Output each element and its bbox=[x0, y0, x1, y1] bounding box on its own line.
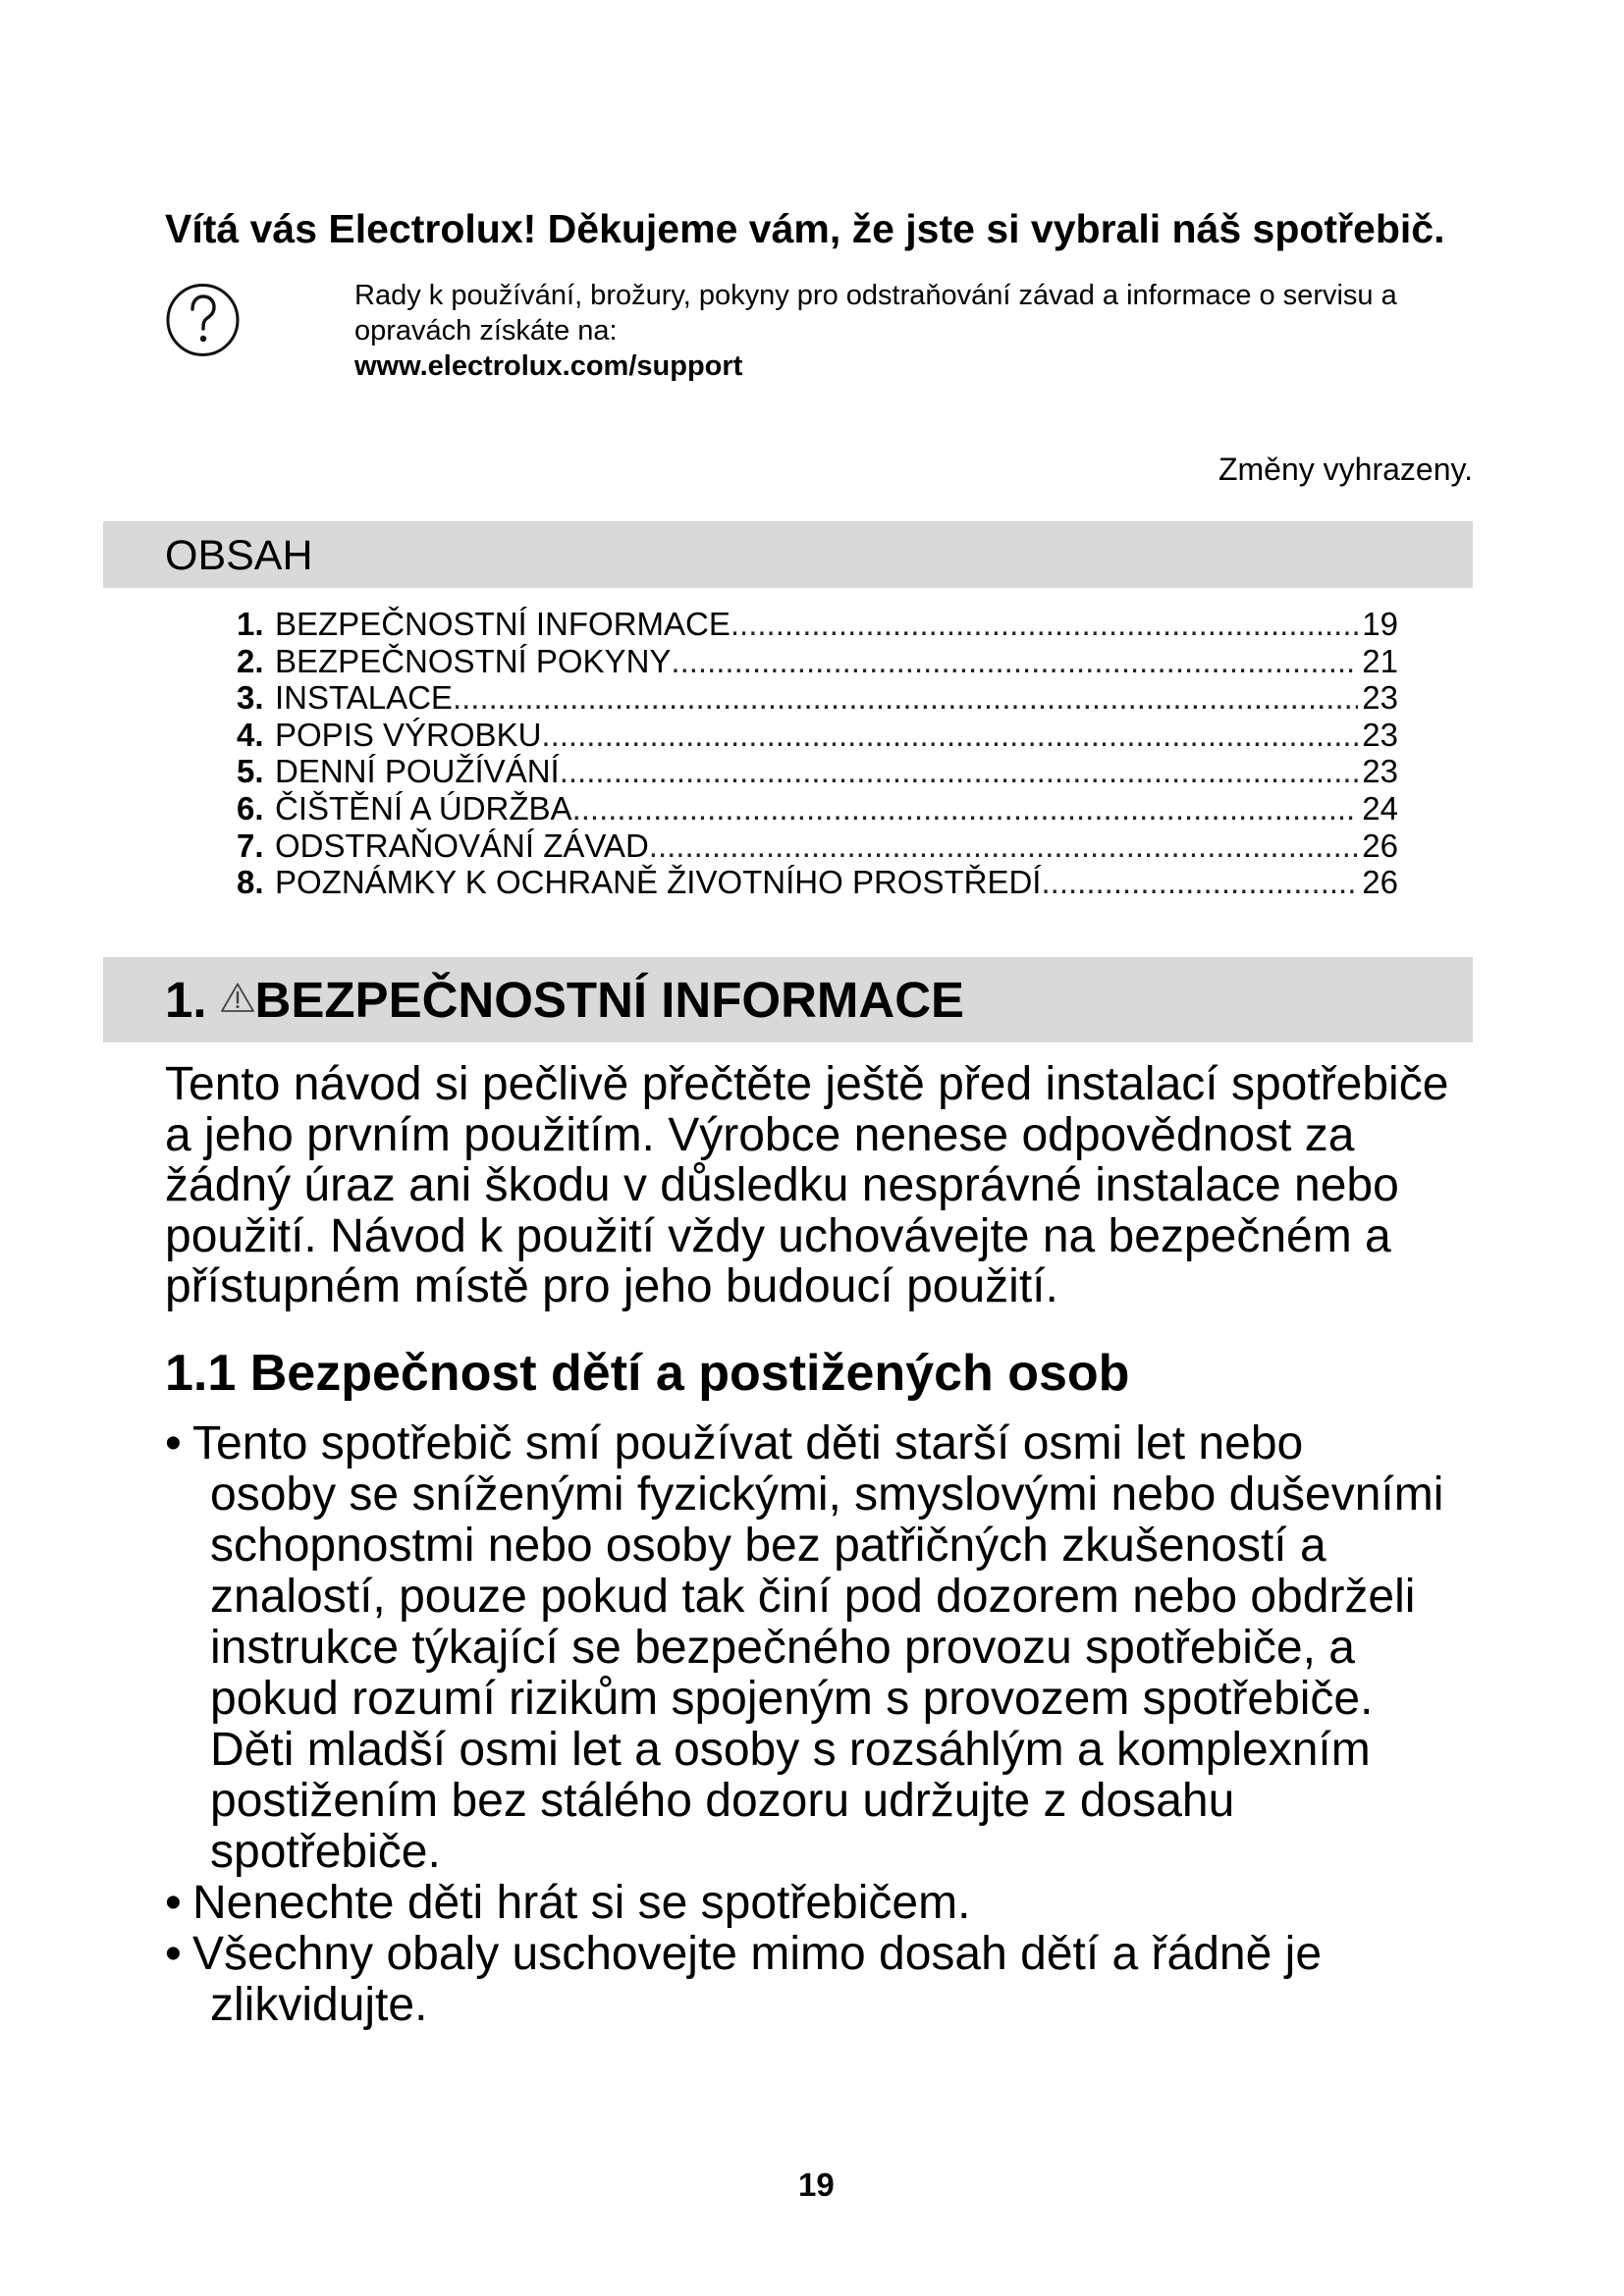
toc-entry-number: 6. bbox=[237, 789, 264, 827]
toc-entry-page: 26 bbox=[1362, 864, 1398, 901]
toc-header-band bbox=[103, 521, 1473, 588]
bullet-line: • Nenechte děti hrát si se spotřebičem. bbox=[165, 1878, 1443, 1929]
toc-entry[interactable] bbox=[237, 828, 1398, 865]
intro-paragraph bbox=[165, 1059, 1448, 1312]
changes-reserved-notice: Změny vyhrazeny. bbox=[1218, 452, 1473, 487]
bullet-line: spotřebiče. bbox=[210, 1826, 441, 1878]
toc-entry-number: 1. bbox=[237, 606, 264, 642]
toc-entry[interactable] bbox=[237, 606, 1398, 643]
toc-entry-leader bbox=[560, 753, 1359, 790]
toc-entry-title: BEZPEČNOSTNÍ POKYNY bbox=[275, 642, 672, 679]
toc-entry-page: 19 bbox=[1362, 606, 1398, 642]
toc-entry[interactable] bbox=[237, 864, 1398, 901]
section-heading-band bbox=[103, 957, 1473, 1042]
toc-entry-number: 4. bbox=[237, 716, 264, 753]
bullet-item bbox=[165, 1418, 1443, 1878]
toc-entry[interactable] bbox=[237, 790, 1398, 828]
toc-entry-title: POZNÁMKY K OCHRANĚ ŽIVOTNÍHO PROSTŘEDÍ bbox=[275, 864, 1042, 901]
toc-entry-leader bbox=[541, 717, 1358, 754]
toc-entry-page: 24 bbox=[1362, 789, 1398, 827]
toc-entry-leader bbox=[731, 606, 1358, 643]
toc-entry-leader bbox=[1041, 864, 1358, 901]
support-info bbox=[354, 278, 1397, 384]
toc-entry-number: 8. bbox=[237, 864, 264, 901]
bullet-line: • Všechny obaly uschovejte mimo dosah dětí a řádně je bbox=[165, 1929, 1443, 1980]
bullet-line: pokud rozumí rizikům spojeným s provozem spotřebiče. bbox=[210, 1673, 1374, 1725]
bullet-line: • Tento spotřebič smí používat děti starší osmi let nebo bbox=[165, 1418, 1443, 1469]
intro-line: přístupném místě pro jeho budoucí použití. bbox=[165, 1260, 1058, 1312]
toc-entry-title: INSTALACE bbox=[275, 679, 453, 717]
section-number: 1. bbox=[165, 971, 207, 1028]
bullet-line: postižením bez stálého dozoru udržujte z dosahu bbox=[210, 1775, 1235, 1827]
bullet-line: instrukce týkající se bezpečného provozu spotřebiče, a bbox=[210, 1622, 1355, 1674]
toc-entry-title: ODSTRAŇOVÁNÍ ZÁVAD bbox=[275, 827, 649, 864]
toc-entry-page: 23 bbox=[1362, 716, 1398, 753]
toc-entry-title: DENNÍ POUŽÍVÁNÍ bbox=[275, 753, 560, 790]
question-circle-icon bbox=[165, 282, 241, 358]
bullet-item bbox=[165, 1878, 1443, 1929]
toc-entry[interactable] bbox=[237, 753, 1398, 790]
bullet-item bbox=[165, 1929, 1443, 2031]
toc-entry-leader bbox=[671, 643, 1358, 680]
toc-entry-leader bbox=[572, 790, 1359, 828]
bullet-line: Děti mladší osmi let a osoby s rozsáhlým a komplexním bbox=[210, 1724, 1371, 1776]
toc-entry-leader bbox=[649, 828, 1359, 865]
toc-entry-number: 2. bbox=[237, 642, 264, 679]
toc-entry-leader bbox=[453, 679, 1358, 717]
support-url-link[interactable]: www.electrolux.com/support bbox=[354, 350, 743, 382]
intro-line: žádný úraz ani škodu v důsledku nesprávné instalace nebo bbox=[165, 1159, 1399, 1211]
table-of-contents bbox=[237, 606, 1398, 901]
toc-entry[interactable] bbox=[237, 643, 1398, 680]
welcome-title: Vítá vás Electrolux! Děkujeme vám, že jste si vybrali náš spotřebič. bbox=[165, 206, 1445, 251]
intro-line: použití. Návod k použití vždy uchovávejte na bezpečném a bbox=[165, 1209, 1391, 1262]
bullet-line: zlikvidujte. bbox=[210, 1979, 428, 2031]
intro-line: a jeho prvním použitím. Výrobce nenese odpovědnost za bbox=[165, 1108, 1355, 1161]
toc-entry-title: BEZPEČNOSTNÍ INFORMACE bbox=[275, 606, 731, 642]
toc-entry-number: 3. bbox=[237, 679, 264, 717]
toc-heading: OBSAH bbox=[165, 532, 313, 579]
toc-entry-page: 23 bbox=[1362, 679, 1398, 717]
toc-entry-page: 23 bbox=[1362, 753, 1398, 790]
toc-entry-number: 7. bbox=[237, 827, 264, 864]
toc-entry-page: 26 bbox=[1362, 827, 1398, 864]
bullet-list bbox=[165, 1418, 1443, 2031]
support-text-line: Rady k používání, brožury, pokyny pro odstraňování závad a informace o servisu a bbox=[354, 280, 1397, 311]
toc-entry-title: ČIŠTĚNÍ A ÚDRŽBA bbox=[275, 789, 572, 827]
page-number: 19 bbox=[798, 2166, 835, 2203]
toc-entry[interactable] bbox=[237, 717, 1398, 754]
support-text-line: opravách získáte na: bbox=[354, 315, 618, 347]
bullet-line: znalostí, pouze pokud tak činí pod dozorem nebo obdrželi bbox=[210, 1571, 1416, 1623]
warning-icon bbox=[220, 982, 255, 1013]
bullet-line: osoby se sníženými fyzickými, smyslovými nebo duševními bbox=[210, 1468, 1444, 1521]
toc-entry[interactable] bbox=[237, 679, 1398, 717]
toc-entry-number: 5. bbox=[237, 753, 264, 790]
section-title: BEZPEČNOSTNÍ INFORMACE bbox=[254, 971, 965, 1028]
intro-line: Tento návod si pečlivě přečtěte ještě před instalací spotřebiče bbox=[165, 1058, 1449, 1110]
subsection-title: 1.1 Bezpečnost dětí a postižených osob bbox=[165, 1345, 1130, 1402]
bullet-line: schopnostmi nebo osoby bez patřičných zkušeností a bbox=[210, 1520, 1326, 1572]
toc-entry-title: POPIS VÝROBKU bbox=[275, 716, 542, 753]
toc-entry-page: 21 bbox=[1362, 642, 1398, 679]
